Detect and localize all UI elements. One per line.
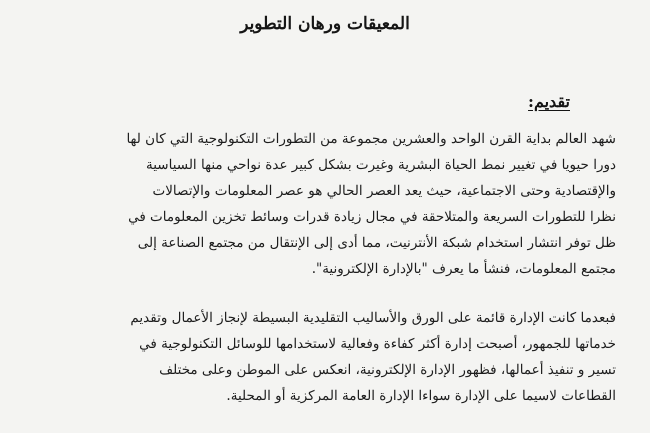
paragraph-line: والإقتصادية وحتى الاجتماعية، حيث يعد العصر الحالي هو عصر المعلومات والإتصالات (152, 183, 616, 199)
paragraph-line: ظل توفر انتشار استخدام شبكة الأنترنيت، مما أدى إلى الإنتقال من مجتمع الصناعة إلى (137, 235, 616, 251)
paragraph-line: تسير و تنفيذ أعمالها، فظهور الإدارة الإلكترونية، انعكس على الموطن وعلى مختلف (159, 362, 616, 378)
paragraph-line: مجتمع المعلومات، فنشأ ما يعرف "بالإدارة الإلكترونية". (311, 261, 616, 277)
paragraph-line: خدماتها للجمهور، أصبحت إدارة أكثر كفاءة وفعالية لاستخدامها للوسائل التكنولوجية في (139, 336, 616, 352)
document-subtitle: المعيقات ورهان التطوير (240, 14, 410, 34)
paragraph-line: نظرا للتطورات السريعة والمتلاحقة في مجال زيادة قدرات وسائط تخزين المعلومات في (128, 209, 616, 225)
section-heading: تقديم: (528, 92, 570, 111)
paragraph-line: شهد العالم بداية القرن الواحد والعشرين مجموعة من التطورات التكنولوجية التي كان لها (126, 131, 616, 147)
document-title-partial (240, 0, 490, 8)
paragraph-administration (54, 305, 616, 409)
paragraph-introduction (54, 126, 616, 282)
paragraph-line: دورا حيويا في تغيير نمط الحياة البشرية وغيرت بشكل كبير عدة نواحي منها السياسية (145, 157, 616, 173)
paragraph-line: القطاعات لاسيما على الإدارة سواءا الإدارة العامة المركزية أو المحلية. (226, 388, 616, 404)
paragraph-line: فبعدما كانت الإدارة قائمة على الورق والأساليب التقليدية البسيطة لإنجاز الأعمال وتقديم (130, 310, 616, 326)
